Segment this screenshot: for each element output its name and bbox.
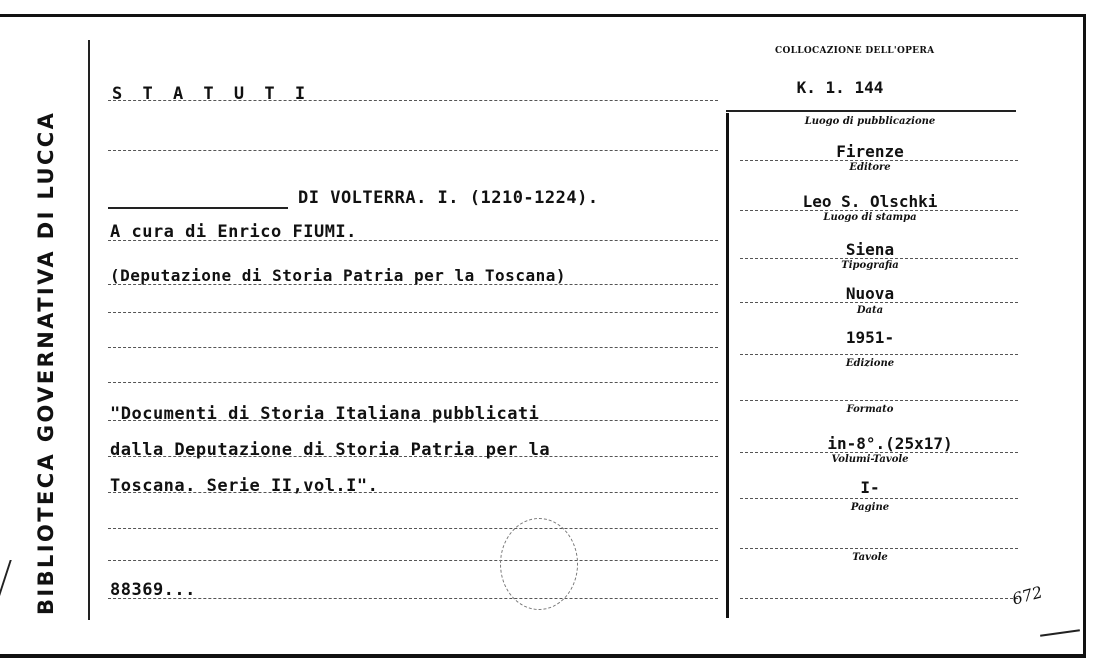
library-name: BIBLIOTECA GOVERNATIVA DI LUCCA xyxy=(34,110,58,615)
corner-stroke xyxy=(1040,629,1080,637)
field-label-tipografia: Tipografia xyxy=(841,260,899,271)
card-left-edge xyxy=(0,560,32,620)
card-right-edge xyxy=(1083,14,1086,658)
rule-11 xyxy=(108,528,718,529)
stamp-outline xyxy=(500,518,578,610)
rcol-rule-1 xyxy=(740,160,1018,161)
field-label-pagine: Pagine xyxy=(850,502,890,513)
field-value-luogo-pubblicazione: Firenze xyxy=(836,142,904,161)
card-top-edge xyxy=(0,14,1085,17)
field-label-tavole: Tavole xyxy=(852,552,888,563)
rcol-rule-3 xyxy=(740,258,1018,259)
card-bottom-edge xyxy=(0,654,1085,658)
rule-2 xyxy=(108,150,718,151)
field-label-formato: Formato xyxy=(846,404,894,415)
field-label-editore: Editore xyxy=(849,162,891,173)
series-line-2: dalla Deputazione di Storia Patria per la xyxy=(110,440,551,460)
field-label-luogo-pubblicazione: Luogo di pubblicazione xyxy=(804,116,936,127)
left-margin-rule xyxy=(88,40,90,620)
field-label-luogo-stampa: Luogo di stampa xyxy=(823,212,917,223)
field-value-formato: in-8°.(25x17) xyxy=(827,434,953,453)
series-line-3: Toscana. Serie II,vol.I". xyxy=(110,476,379,496)
location-header: COLLOCAZIONE DELL'OPERA xyxy=(775,46,935,56)
rcol-rule-9 xyxy=(740,548,1018,549)
field-label-data: Data xyxy=(856,305,884,316)
field-value-volumi: I- xyxy=(860,478,880,497)
field-value-tipografia: Nuova xyxy=(845,284,895,303)
rcol-rule-10 xyxy=(740,598,1018,599)
corner-mark: 672 xyxy=(1010,582,1045,609)
title-line-3: A cura di Enrico FIUMI. xyxy=(110,222,357,242)
title-line-2: DI VOLTERRA. I. (1210-1224). xyxy=(298,188,599,208)
rule-7 xyxy=(108,382,718,383)
rule-6 xyxy=(108,347,718,348)
shelfmark-rule xyxy=(726,110,1016,112)
rcol-rule-6 xyxy=(740,400,1018,401)
rcol-rule-2 xyxy=(740,210,1018,211)
inventory-number: 88369... xyxy=(110,580,196,600)
rcol-rule-4 xyxy=(740,302,1018,303)
rcol-rule-8 xyxy=(740,498,1018,499)
rcol-rule-5 xyxy=(740,354,1018,355)
shelfmark: K. 1. 144 xyxy=(796,78,884,97)
rcol-rule-7 xyxy=(740,452,1018,453)
title-line-1: S T A T U T I xyxy=(112,84,311,104)
series-line-1: "Documenti di Storia Italiana pubblicati xyxy=(110,404,540,424)
title-blank-rule xyxy=(108,207,288,209)
field-label-volumi: Volumi-Tavole xyxy=(831,454,909,465)
rule-5 xyxy=(108,312,718,313)
field-value-data: 1951- xyxy=(845,328,895,347)
field-value-editore: Leo S. Olschki xyxy=(802,192,938,211)
rule-13 xyxy=(108,598,718,599)
title-line-4: (Deputazione di Storia Patria per la Toscana) xyxy=(110,266,566,285)
rule-12 xyxy=(108,560,718,561)
field-label-edizione: Edizione xyxy=(845,358,895,369)
field-value-luogo-stampa: Siena xyxy=(845,240,895,259)
column-divider xyxy=(726,113,729,618)
